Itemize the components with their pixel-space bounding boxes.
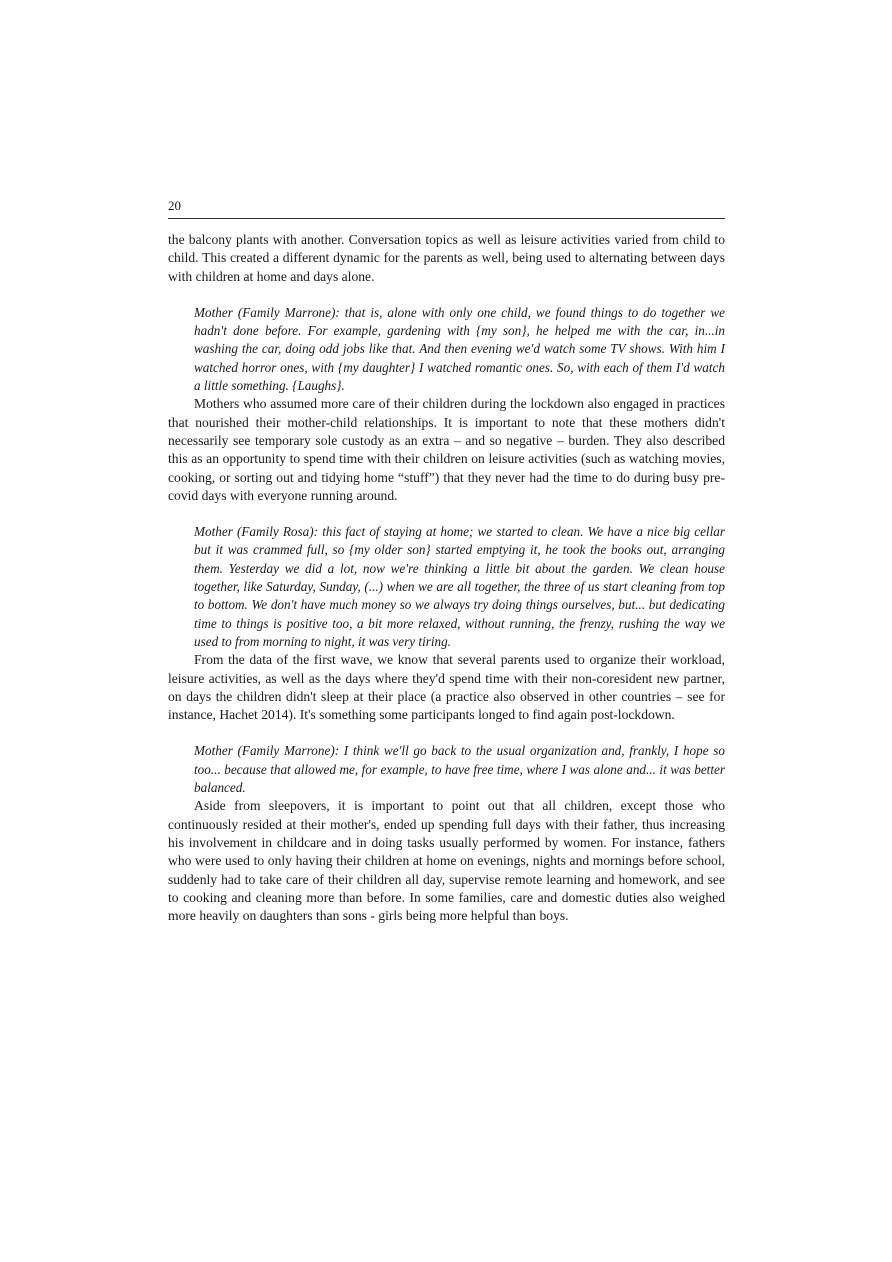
interview-quote: Mother (Family Marrone): that is, alone with only one child, we found things to do together we hadn't done before. For example, gardening with {my son}, he helped me with the car, in...in washing the car, doing odd jobs like that. And then evening we'd watch some TV shows. With him I watched horror ones, with {my daughter} I watched romantic ones. So, with each of them I'd watch a little something. {Laughs}. [194, 304, 725, 394]
interview-quote: Mother (Family Marrone): I think we'll go back to the usual organization and, frankly, I hope so too... because that allowed me, for example, to have free time, where I was alone and... it was better balanced. [194, 743, 725, 796]
page-header [168, 198, 725, 219]
paragraph: Mothers who assumed more care of their children during the lockdown also engaged in practices that nourished their mother-child relationships. It is important to note that these mothers didn't necessarily see temporary sole custody as an extra – and so negative – burden. They also described this as an opportunity to spend time with their children on leisure activities (such as watching movies, cooking, or sorting out and tidying home “stuff”) that they never had the time to do during busy pre-covid days with everyone running around. [168, 396, 725, 503]
interview-quote: Mother (Family Rosa): this fact of staying at home; we started to clean. We have a nice big cellar but it was crammed full, so {my older son} started emptying it, he took the books out, arranging them. Yesterday we did a lot, now we're thinking a little bit about the garden. We clean house together, like Saturday, Sunday, (...) when we are all together, the three of us start cleaning from top to bottom. We don't have much money so we always try doing things ourselves, but... but dedicating time to things is positive too, a bit more relaxed, without running, the frenzy, rushing the way we used to from morning to night, it was very tiring. [194, 524, 725, 649]
page-number: 20 [168, 198, 181, 213]
document-page [168, 198, 725, 925]
paragraph: From the data of the first wave, we know that several parents used to organize their workload, leisure activities, as well as the days where they'd spend time with their non-coresident new partner, on days the children didn't sleep at their place (a practice also observed in other countries – see for instance, Hachet 2014). It's something some participants longed to find again post-lockdown. [168, 652, 725, 723]
paragraph: Aside from sleepovers, it is important to point out that all children, except those who continuously resided at their mother's, ended up spending full days with their father, thus increasing his involvement in childcare and in doing tasks usually performed by women. For instance, fathers who were used to only having their children at home on evenings, nights and mornings before school, suddenly had to take care of their children all day, supervise remote learning and homework, and see to cooking and cleaning more than before. In some families, care and domestic duties also weighed more heavily on daughters than sons - girls being more helpful than boys. [168, 798, 725, 924]
body-text [168, 231, 725, 925]
paragraph: the balcony plants with another. Conversation topics as well as leisure activities varied from child to child. This created a different dynamic for the parents as well, being used to alternating between days with children at home and days alone. [168, 232, 725, 284]
